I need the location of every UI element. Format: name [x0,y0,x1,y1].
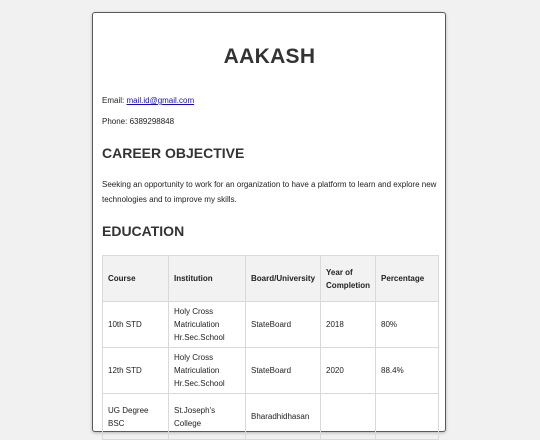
column-header-board: Board/University [246,256,321,302]
cell-year: 2020 [321,348,376,394]
phone-line [102,117,174,126]
cell-institution: Holy Cross Matriculation Hr.Sec.School [169,348,246,394]
career-objective-text: Seeking an opportunity to work for an organization to have a platform to learn and explore new technologies and to improve my skills. [102,180,437,204]
cell-percentage [376,394,439,440]
table-row [103,348,439,394]
email-label: Email: [102,96,127,105]
career-objective-heading: CAREER OBJECTIVE [102,145,245,161]
column-header-percentage: Percentage [376,256,439,302]
education-table [102,255,439,440]
cell-board: Bharadhidhasan [246,394,321,440]
table-row [103,302,439,348]
cell-board: StateBoard [246,348,321,394]
phone-label: Phone: [102,117,130,126]
cell-course: UG Degree BSC [103,394,169,440]
table-row [103,394,439,440]
cell-course: 12th STD [103,348,169,394]
cell-year: 2018 [321,302,376,348]
cell-institution: St.Joseph's College [169,394,246,440]
cell-year [321,394,376,440]
education-heading: EDUCATION [102,223,185,239]
candidate-name: AAKASH [223,45,316,68]
cell-institution: Holy Cross Matriculation Hr.Sec.School [169,302,246,348]
column-header-course: Course [103,256,169,302]
cell-course: 10th STD [103,302,169,348]
column-header-year: Year of Completion [321,256,376,302]
phone-number: 6389298848 [129,117,175,126]
cell-board: StateBoard [246,302,321,348]
cell-percentage: 80% [376,302,439,348]
table-header-row [103,256,439,302]
cell-percentage: 88.4% [376,348,439,394]
resume-card [92,12,446,432]
email-link[interactable]: mail.id@gmail.com [126,96,195,105]
email-line [102,96,194,105]
column-header-institution: Institution [169,256,246,302]
